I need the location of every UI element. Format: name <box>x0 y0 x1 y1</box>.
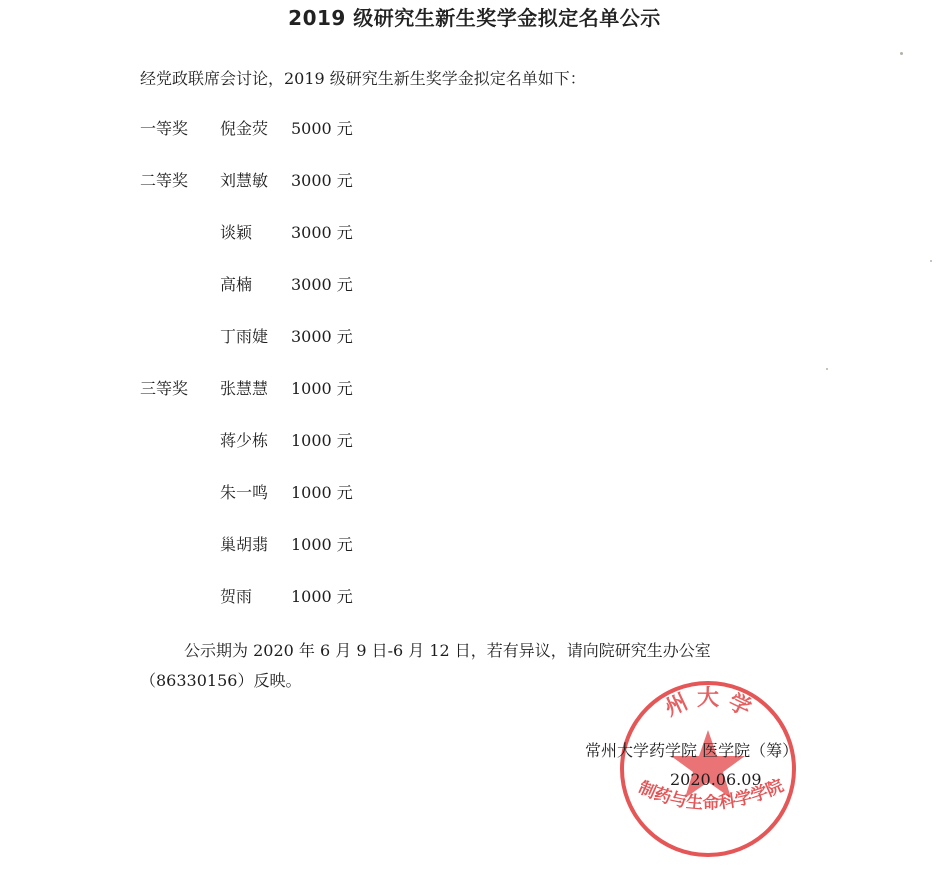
award-amount: 5000 元 <box>291 119 353 138</box>
notice-line: （86330156）反映。 <box>140 671 302 690</box>
award-amount: 3000 元 <box>291 327 353 346</box>
award-row <box>140 169 640 221</box>
recipient-name: 贺雨 <box>220 587 253 606</box>
award-amount: 1000 元 <box>291 535 353 554</box>
seal-top-text: 州 大 学 <box>660 685 756 722</box>
recipient-name: 朱一鸣 <box>220 483 269 502</box>
scan-speck <box>826 368 828 370</box>
award-amount: 3000 元 <box>291 223 353 242</box>
award-rank: 一等奖 <box>140 119 189 138</box>
notice-line: 公示期为 2020 年 6 月 9 日-6 月 12 日，若有异议，请向院研究生办公室 <box>184 641 711 660</box>
award-row <box>140 533 640 585</box>
recipient-name: 高楠 <box>220 275 253 294</box>
award-row <box>140 429 640 481</box>
award-list <box>140 117 640 637</box>
award-row <box>140 481 640 533</box>
award-rank: 二等奖 <box>140 171 189 190</box>
award-amount: 1000 元 <box>291 431 353 450</box>
award-amount: 1000 元 <box>291 587 353 606</box>
award-rank: 三等奖 <box>140 379 189 398</box>
award-row <box>140 377 640 429</box>
award-amount: 3000 元 <box>291 171 353 190</box>
award-row <box>140 221 640 273</box>
recipient-name: 巢胡翡 <box>220 535 269 554</box>
official-seal <box>613 674 803 864</box>
institution-signature: 常州大学药学院 医学院（筹） <box>585 741 799 760</box>
award-amount: 1000 元 <box>291 483 353 502</box>
recipient-name: 倪金荧 <box>220 119 269 138</box>
signature-date: 2020.06.09 <box>670 770 762 789</box>
recipient-name: 谈颖 <box>220 223 253 242</box>
recipient-name: 张慧慧 <box>220 379 269 398</box>
award-amount: 3000 元 <box>291 275 353 294</box>
recipient-name: 蒋少栋 <box>220 431 269 450</box>
award-amount: 1000 元 <box>291 379 353 398</box>
award-row <box>140 585 640 637</box>
award-row <box>140 117 640 169</box>
award-row <box>140 325 640 377</box>
intro-paragraph: 经党政联席会讨论，2019 级研究生新生奖学金拟定名单如下： <box>140 69 586 88</box>
scan-speck <box>930 260 932 262</box>
document-title: 2019 级研究生新生奖学金拟定名单公示 <box>288 6 661 30</box>
seal-bottom-text: 制药与生命科学学院 <box>635 775 787 814</box>
recipient-name: 刘慧敏 <box>220 171 269 190</box>
recipient-name: 丁雨婕 <box>220 327 269 346</box>
award-row <box>140 273 640 325</box>
scan-speck <box>900 52 903 55</box>
